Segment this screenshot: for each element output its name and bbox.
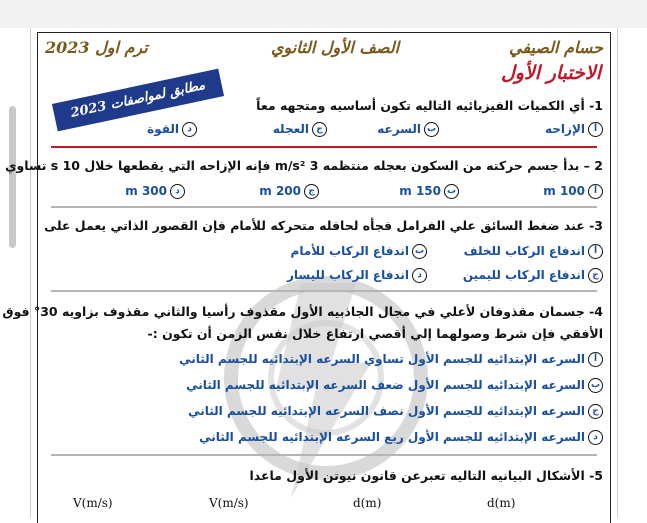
- q3-option-b[interactable]: [291, 244, 427, 259]
- question-1-text: 1- أي الكميات الفيزيائيه التاليه تكون أساسيه ومتجهه معاً: [256, 98, 603, 113]
- option-text: 150 m: [399, 184, 441, 198]
- question-3-text: 3- عند ضغط السائق علي الفرامل فجأه لحافله متحركه للأمام فإن القصور الذاتي يعمل على: [44, 218, 603, 233]
- exam-page: [2, 28, 618, 518]
- separator: [51, 146, 597, 148]
- option-text: 100 m: [543, 184, 585, 198]
- question-4-text: 4- جسمان مقذوفان لأعلي في مجال الجاذبيه الأول مقذوف رأسيا والثاني مقذوف بزاويه 30° فوق: [2, 304, 603, 319]
- q4-option-a[interactable]: [179, 352, 603, 367]
- graph-label-1: V(m/s): [73, 496, 113, 510]
- q2-option-c[interactable]: [259, 184, 319, 199]
- graph-label-4: d(m): [487, 496, 516, 510]
- option-marker: ج: [312, 122, 327, 137]
- exam-title: الاختبار الأول: [500, 62, 601, 84]
- term-label: ترم اول 2023: [45, 38, 148, 57]
- option-marker: ب: [424, 122, 439, 137]
- question-4-text-line2: الأفقي فإن شرط وصولهما إلي أقصي ارتفاع خلال نفس الزمن أن تكون :-: [147, 326, 603, 341]
- separator: [51, 290, 597, 292]
- option-marker: ب: [444, 184, 459, 199]
- separator: [51, 206, 597, 208]
- question-5-text: 5- الأشكال البيانيه التاليه تعبرعن قانون نيوتن الأول ماعدا: [249, 468, 603, 483]
- option-text: السرعه الإبتدائيه للجسم الأول ربع السرعه الإبتدائيه للجسم الثاني: [199, 430, 585, 444]
- option-text: السرعه الإبتدائيه للجسم الأول تساوي السرعه الإبتدائيه للجسم الثاني: [179, 352, 585, 366]
- option-marker: د: [182, 122, 197, 137]
- q1-option-b[interactable]: [377, 122, 439, 137]
- q3-option-a[interactable]: [464, 244, 603, 259]
- option-marker: أ: [588, 122, 603, 137]
- option-marker: ج: [588, 404, 603, 419]
- q2-option-a[interactable]: [543, 184, 603, 199]
- q3-option-d[interactable]: [287, 268, 427, 283]
- option-marker: أ: [588, 184, 603, 199]
- option-marker: أ: [588, 244, 603, 259]
- scrollbar-thumb[interactable]: [9, 106, 16, 248]
- option-text: السرعه: [377, 122, 421, 136]
- q4-option-d[interactable]: [199, 430, 603, 445]
- option-text: 300 m: [125, 184, 167, 198]
- graph-label-3: d(m): [353, 496, 382, 510]
- option-marker: ج: [588, 268, 603, 283]
- q1-option-c[interactable]: [273, 122, 327, 137]
- author-name: حسام الصيفي: [509, 38, 603, 57]
- q2-option-d[interactable]: [125, 184, 185, 199]
- option-text: اندفاع الركاب للأمام: [290, 244, 409, 258]
- option-text: العجله: [272, 122, 309, 136]
- q1-option-a[interactable]: [545, 122, 603, 137]
- option-text: اندفاع الركاب لليمين: [462, 268, 585, 282]
- option-text: 200 m: [259, 184, 301, 198]
- option-marker: أ: [588, 352, 603, 367]
- question-2-text: 2 – بدأ جسم حركته من السكون بعجله منتظمه 3 m/s² فإنه الإزاحه التي يقطعها خلال 10 s تساوي: [5, 158, 603, 173]
- option-text: السرعه الإبتدائيه للجسم الأول ضعف السرعه الإبتدائيه للجسم الثاني: [186, 378, 585, 392]
- q1-option-d[interactable]: [147, 122, 197, 137]
- grade-label: الصف الأول الثانوي: [271, 38, 400, 57]
- option-marker: د: [588, 430, 603, 445]
- option-marker: د: [170, 184, 185, 199]
- browser-top-bar: [0, 0, 647, 28]
- separator: [51, 454, 597, 456]
- option-marker: د: [412, 268, 427, 283]
- option-text: القوة: [147, 122, 179, 136]
- graph-label-2: V(m/s): [209, 496, 249, 510]
- specs-stamp: مطابق لمواصفات 2023: [52, 69, 224, 132]
- option-text: الإزاحه: [545, 122, 585, 136]
- q2-option-b[interactable]: [399, 184, 459, 199]
- option-marker: ب: [588, 378, 603, 393]
- option-marker: ج: [304, 184, 319, 199]
- option-marker: ب: [412, 244, 427, 259]
- option-text: اندفاع الركاب للخلف: [463, 244, 585, 258]
- q3-option-c[interactable]: [463, 268, 603, 283]
- option-text: السرعه الإبتدائيه للجسم الأول نصف السرعه الإبتدائيه للجسم الثاني: [188, 404, 585, 418]
- option-text: اندفاع الركاب لليسار: [286, 268, 409, 282]
- q4-option-b[interactable]: [186, 378, 603, 393]
- q4-option-c[interactable]: [188, 404, 603, 419]
